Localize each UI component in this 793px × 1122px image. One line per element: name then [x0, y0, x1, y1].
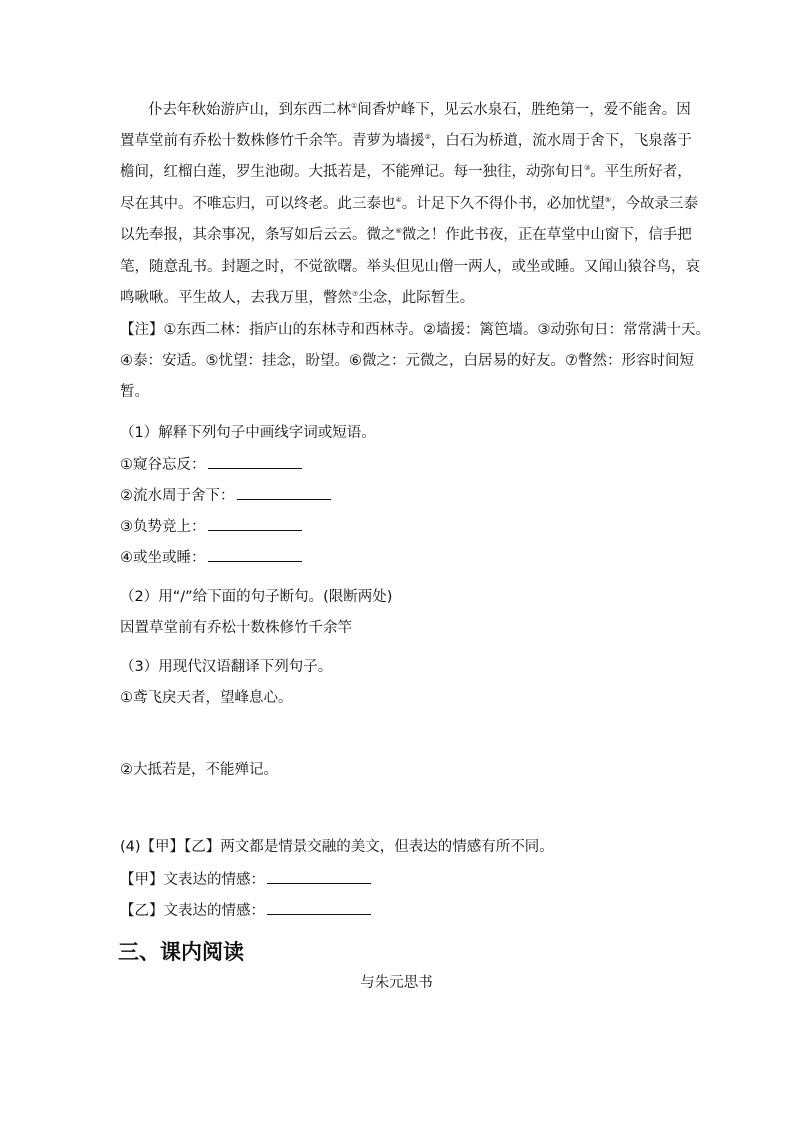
passage-line-3: 檐间，红榴白莲，罗生池砌。大抵若是，不能殚记。每一独往，动弥旬日③。平生所好者， — [120, 164, 692, 180]
question-4-item-1: 【甲】文表达的情感： — [120, 869, 680, 890]
section-subtitle: 与朱元思书 — [360, 975, 433, 991]
question-4-prompt: (4)【甲】【乙】两文都是情景交融的美文，但表达的情感有所不同。 — [120, 839, 554, 855]
notes-line-3: 暂。 — [120, 384, 149, 400]
question-2-sentence: 因置草堂前有乔松十数株修竹千余竿 — [120, 620, 352, 636]
notes-line-1: 【注】①东西二林：指庐山的东林寺和西林寺。②墙援：篱笆墙。③动弥旬日：常常满十天。 — [120, 322, 710, 338]
question-1-item-3: ③负势竞上： — [120, 516, 680, 537]
question-4-item-2: 【乙】文表达的情感： — [120, 900, 680, 921]
question-1-item-4: ④或坐或睡： — [120, 547, 680, 568]
question-1-prompt: （1）解释下列句子中画线字词或短语。 — [120, 425, 376, 441]
question-3-item-2: ②大抵若是，不能殚记。 — [120, 762, 278, 778]
passage-line-1: 仆去年秋始游庐山，到东西二林①间香炉峰下，见云水泉石，胜绝第一，爱不能舍。因 — [148, 102, 691, 118]
passage-line-7: 鸣啾啾。平生故人，去我万里，瞥然⑦尘念，此际暂生。 — [120, 290, 475, 306]
passage-line-5: 以先奉报，其余事况，条写如后云云。微之⑥微之！作此书夜，正在草堂中山窗下，信手把 — [120, 227, 692, 243]
notes-line-2: ④泰：安适。⑤忧望：挂念，盼望。⑥微之：元微之，白居易的好友。⑦瞥然：形容时间短 — [120, 353, 694, 369]
answer-blank[interactable] — [208, 547, 302, 562]
question-3-prompt: （3）用现代汉语翻译下列句子。 — [120, 659, 333, 675]
question-3-item-1: ①鸢飞戾天者，望峰息心。 — [120, 690, 293, 706]
answer-blank[interactable] — [267, 900, 371, 915]
answer-blank[interactable] — [267, 869, 371, 884]
passage-line-6: 笔，随意乱书。封题之时，不觉欲曙。举头但见山僧一两人，或坐或睡。又闻山猿谷鸟，哀 — [120, 259, 700, 275]
question-1-item-2: ②流水周于舍下： — [120, 485, 680, 506]
section-heading: 三、课内阅读 — [118, 939, 244, 964]
question-2-prompt: （2）用“/”给下面的句子断句。(限断两处) — [120, 589, 393, 605]
answer-blank[interactable] — [208, 516, 302, 531]
answer-blank[interactable] — [237, 485, 331, 500]
answer-blank[interactable] — [208, 454, 302, 469]
passage-line-2: 置草堂前有乔松十数株修竹千余竿。青萝为墙援②，白石为桥道，流水周于舍下，飞泉落于 — [120, 133, 692, 149]
question-1-item-1: ①窥谷忘反： — [120, 454, 680, 475]
passage-line-4: 尽在其中。不唯忘归，可以终老。此三泰也④。计足下久不得仆书，必加忧望⑤，今故录三泰 — [120, 196, 699, 212]
